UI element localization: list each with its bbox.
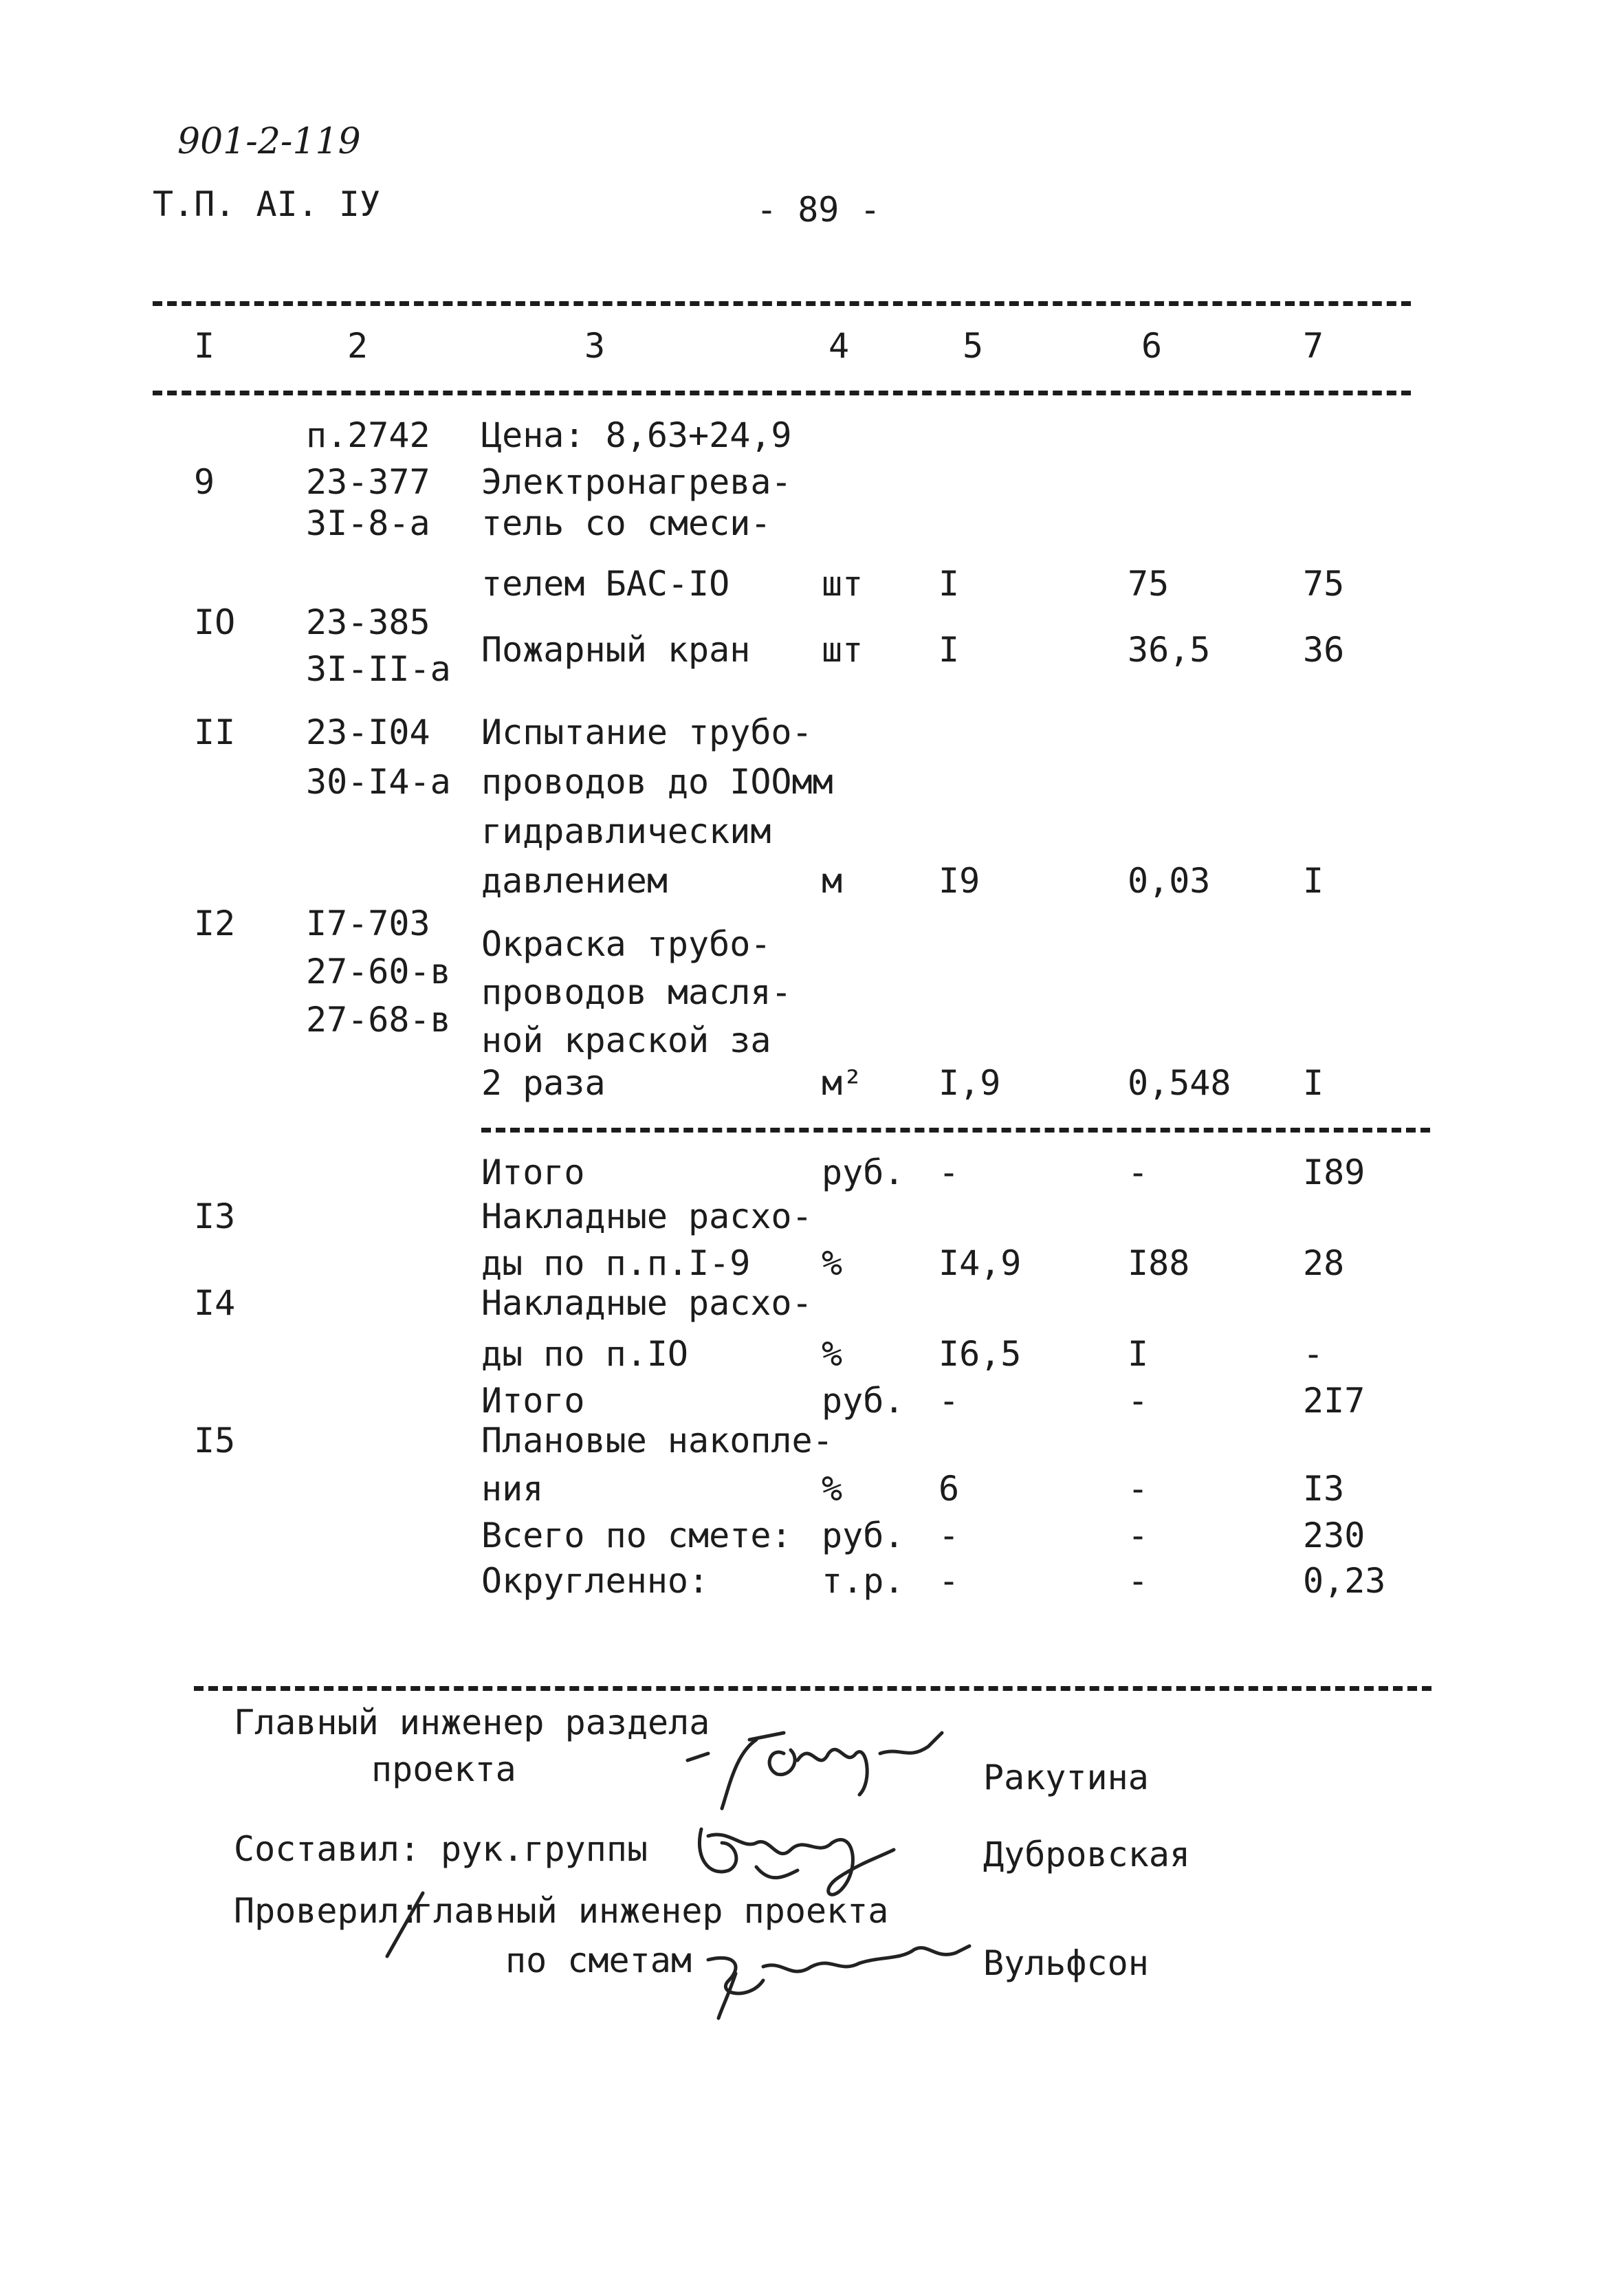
summary-cell-price: I <box>1128 1334 1149 1374</box>
table-cell-text: Испытание трубо- <box>481 712 813 752</box>
summary-cell-unit: % <box>822 1334 843 1374</box>
checked-by-label: Проверил: <box>234 1891 420 1931</box>
table-cell-text: давлением <box>481 861 668 901</box>
table-cell-text: Цена: 8,63+24,9 <box>481 415 792 455</box>
summary-cell-qty: I6,5 <box>939 1334 1022 1374</box>
table-cell-qty: I <box>939 630 960 670</box>
table-cell-unit: шт <box>822 630 864 670</box>
checked-by-label-1b: главный инженер проекта <box>413 1891 889 1931</box>
checked-by-name: Вульфсон <box>983 1943 1149 1983</box>
table-cell-price: 0,03 <box>1128 861 1211 901</box>
table-cell-price: 0,548 <box>1128 1063 1231 1103</box>
column-number-1: I <box>194 326 215 366</box>
column-number-2: 2 <box>347 326 369 366</box>
summary-cell-total: 28 <box>1303 1243 1345 1283</box>
summary-cell-unit: % <box>822 1469 843 1509</box>
chief-engineer-label-2: проекта <box>371 1749 516 1789</box>
subtotal-rule <box>481 1128 1430 1133</box>
summary-cell-text: ды по п.IО <box>481 1334 689 1374</box>
table-cell-no: I2 <box>194 904 236 943</box>
table-cell-code: 30-I4-а <box>306 762 451 802</box>
summary-cell-price: - <box>1128 1561 1149 1601</box>
summary-cell-text: ния <box>481 1469 544 1509</box>
table-cell-text: проводов масля- <box>481 972 792 1012</box>
compiled-by-name: Дубровская <box>983 1835 1191 1874</box>
chief-engineer-label: Главный инженер раздела <box>234 1703 710 1742</box>
summary-cell-price: I88 <box>1128 1243 1190 1283</box>
summary-cell-text: Всего по смете: <box>481 1516 792 1555</box>
table-cell-code: п.2742 <box>306 415 430 455</box>
summary-cell-total: I3 <box>1303 1469 1345 1509</box>
table-cell-code: I7-703 <box>306 904 430 943</box>
summary-cell-unit: % <box>822 1243 843 1283</box>
table-cell-unit: м <box>822 861 843 901</box>
handwritten-code: 901-2-119 <box>177 121 361 162</box>
table-cell-total: 36 <box>1303 630 1345 670</box>
summary-cell-unit: руб. <box>822 1152 905 1192</box>
summary-cell-no: I3 <box>194 1196 236 1236</box>
table-cell-text: гидравлическим <box>481 811 771 851</box>
summary-cell-text: ды по п.п.I-9 <box>481 1243 751 1283</box>
summary-cell-qty: - <box>939 1561 960 1601</box>
table-cell-total: I <box>1303 1063 1324 1103</box>
summary-cell-price: - <box>1128 1152 1149 1192</box>
table-cell-code: 3I-II-а <box>306 649 451 689</box>
summary-cell-text: Округленно: <box>481 1561 710 1601</box>
column-number-5: 5 <box>963 326 984 366</box>
summary-cell-text: Накладные расхо- <box>481 1196 813 1236</box>
chief-engineer-name: Ракутина <box>983 1758 1149 1797</box>
summary-cell-total: I89 <box>1303 1152 1365 1192</box>
summary-cell-total: 0,23 <box>1303 1561 1386 1601</box>
column-number-4: 4 <box>829 326 850 366</box>
summary-cell-qty: - <box>939 1516 960 1555</box>
table-top-rule <box>153 301 1411 306</box>
page-number: - 89 - <box>756 190 881 230</box>
table-cell-price: 75 <box>1128 564 1170 604</box>
summary-cell-qty: I4,9 <box>939 1243 1022 1283</box>
table-cell-code: 3I-8-а <box>306 503 430 543</box>
summary-cell-total: 2I7 <box>1303 1381 1365 1421</box>
table-cell-qty: I9 <box>939 861 980 901</box>
table-cell-text: проводов до IООмм <box>481 762 833 802</box>
summary-cell-text: Плановые накопле- <box>481 1421 833 1461</box>
column-number-7: 7 <box>1303 326 1324 366</box>
table-cell-code: 27-68-в <box>306 1000 451 1040</box>
column-number-6: 6 <box>1141 326 1163 366</box>
table-cell-total: 75 <box>1303 564 1345 604</box>
table-cell-unit: м² <box>822 1063 864 1103</box>
table-cell-no: II <box>194 712 236 752</box>
table-cell-code: 23-385 <box>306 602 430 642</box>
table-cell-text: телем БАС-IО <box>481 564 730 604</box>
summary-cell-price: - <box>1128 1469 1149 1509</box>
summary-cell-total: - <box>1303 1334 1324 1374</box>
table-cell-total: I <box>1303 861 1324 901</box>
column-number-3: 3 <box>584 326 606 366</box>
table-header-rule <box>153 391 1411 395</box>
table-cell-qty: I <box>939 564 960 604</box>
table-cell-text: Окраска трубо- <box>481 924 771 964</box>
table-cell-text: Электронагрева- <box>481 462 792 502</box>
table-cell-code: 23-377 <box>306 462 430 502</box>
summary-cell-qty: - <box>939 1381 960 1421</box>
table-cell-unit: шт <box>822 564 864 604</box>
footer-rule <box>194 1686 1431 1691</box>
table-cell-text: Пожарный кран <box>481 630 751 670</box>
table-cell-text: 2 раза <box>481 1063 606 1103</box>
summary-cell-qty: - <box>939 1152 960 1192</box>
doc-reference: Т.П. АI. IУ <box>153 184 381 224</box>
summary-cell-text: Итого <box>481 1152 585 1192</box>
summary-cell-no: I4 <box>194 1283 236 1323</box>
signature-checked-by <box>694 1918 983 2022</box>
summary-cell-price: - <box>1128 1381 1149 1421</box>
summary-cell-unit: т.р. <box>822 1561 905 1601</box>
table-cell-no: 9 <box>194 462 215 502</box>
summary-cell-text: Накладные расхо- <box>481 1283 813 1323</box>
summary-cell-qty: 6 <box>939 1469 960 1509</box>
table-cell-code: 23-I04 <box>306 712 430 752</box>
table-cell-no: IО <box>194 602 236 642</box>
checked-by-label-2: по сметам <box>505 1940 692 1980</box>
table-cell-text: тель со смеси- <box>481 503 771 543</box>
summary-cell-unit: руб. <box>822 1381 905 1421</box>
table-cell-price: 36,5 <box>1128 630 1211 670</box>
summary-cell-price: - <box>1128 1516 1149 1555</box>
summary-cell-text: Итого <box>481 1381 585 1421</box>
table-cell-qty: I,9 <box>939 1063 1001 1103</box>
table-cell-code: 27-60-в <box>306 952 451 992</box>
summary-cell-total: 230 <box>1303 1516 1365 1555</box>
table-cell-text: ной краской за <box>481 1020 771 1060</box>
compiled-by-label: Составил: рук.группы <box>234 1829 648 1869</box>
summary-cell-unit: руб. <box>822 1516 905 1555</box>
summary-cell-no: I5 <box>194 1421 236 1461</box>
